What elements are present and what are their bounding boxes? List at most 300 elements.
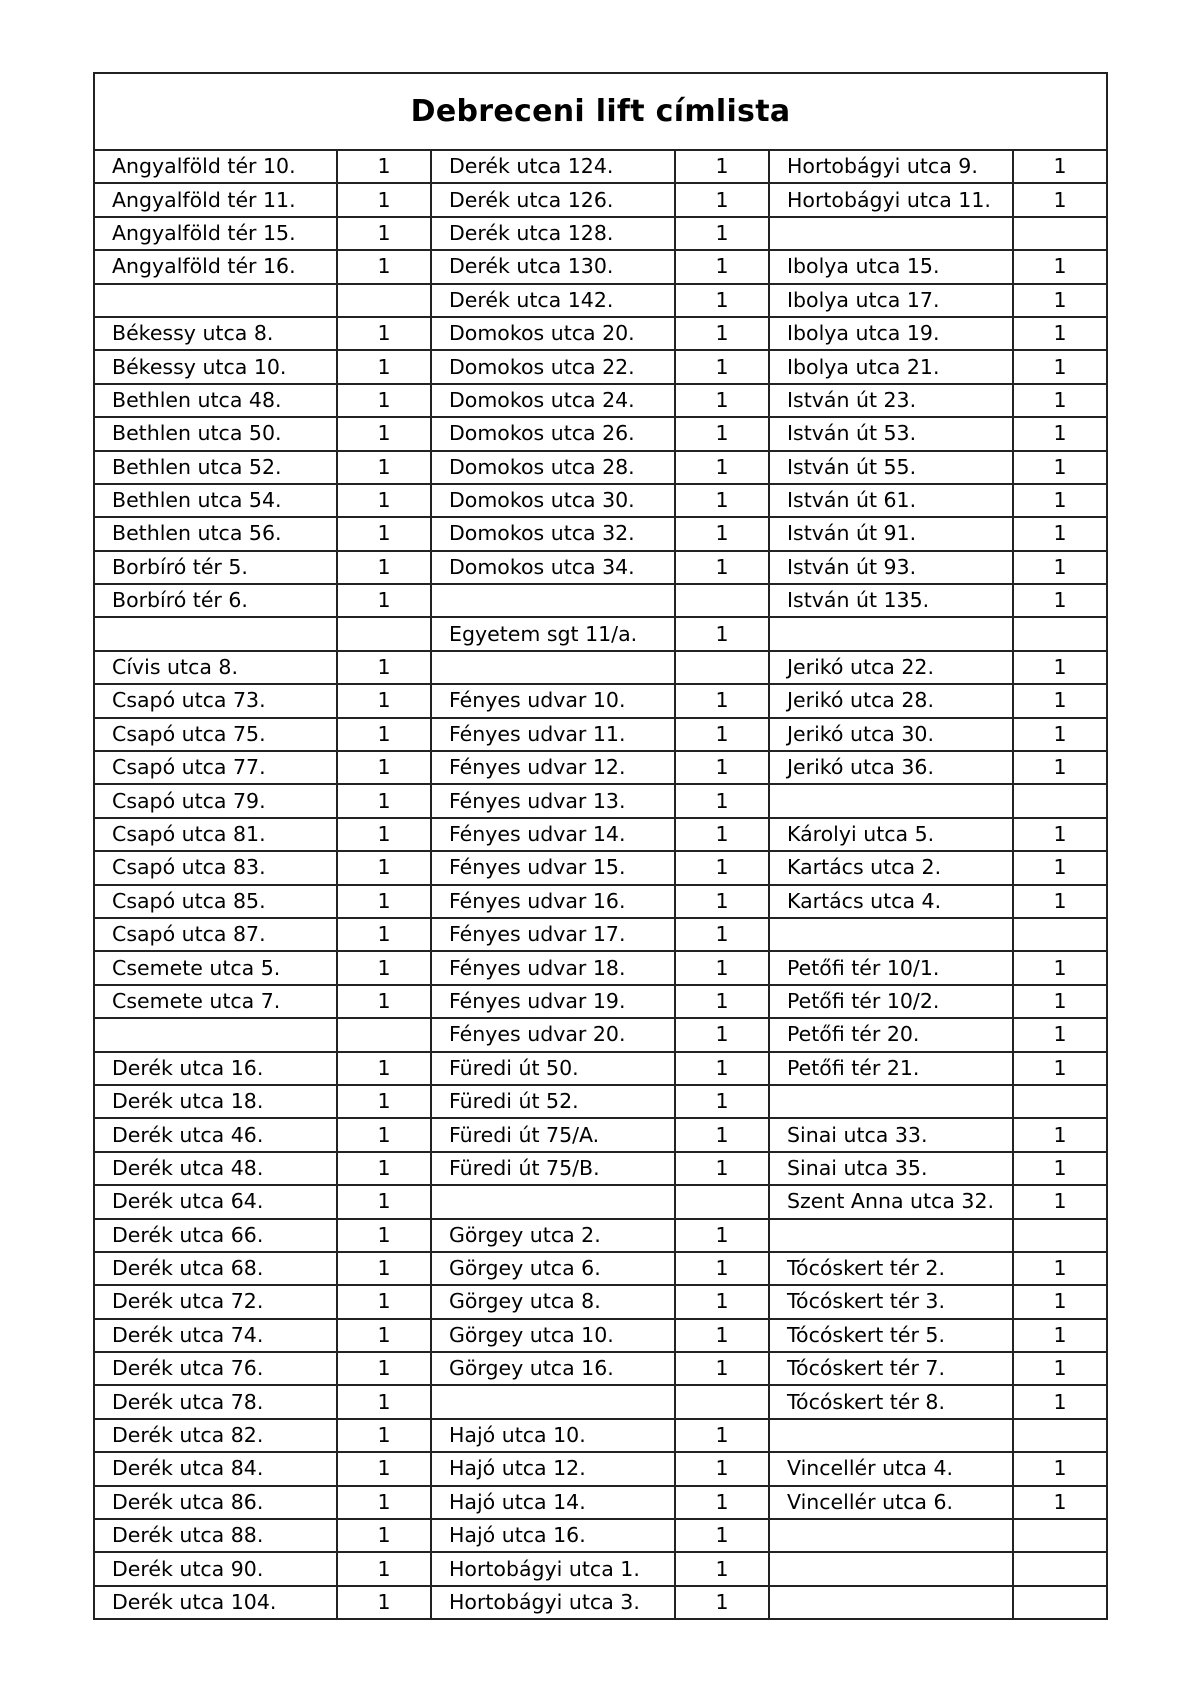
table-row	[94, 183, 1107, 216]
address-cell: Derék utca 142.	[431, 284, 675, 317]
lift-count-cell	[1013, 617, 1107, 650]
lift-count-cell: 1	[675, 317, 769, 350]
lift-count-cell	[1013, 1552, 1107, 1585]
table-row	[94, 1018, 1107, 1051]
address-cell: Sinai utca 33.	[769, 1118, 1013, 1151]
table-row	[94, 951, 1107, 984]
table-row	[94, 417, 1107, 450]
lift-count-cell	[337, 617, 431, 650]
lift-count-cell	[675, 651, 769, 684]
address-cell: Borbíró tér 5.	[94, 551, 337, 584]
address-cell: Bethlen utca 50.	[94, 417, 337, 450]
lift-count-cell: 1	[675, 551, 769, 584]
lift-count-cell: 1	[1013, 1319, 1107, 1352]
lift-count-cell: 1	[337, 317, 431, 350]
lift-count-cell: 1	[675, 885, 769, 918]
address-cell: István út 135.	[769, 584, 1013, 617]
lift-count-cell: 1	[675, 183, 769, 216]
lift-count-cell: 1	[675, 1052, 769, 1085]
lift-count-cell: 1	[1013, 1385, 1107, 1418]
table-row	[94, 484, 1107, 517]
lift-count-cell: 1	[675, 1586, 769, 1619]
lift-count-cell: 1	[337, 1219, 431, 1252]
address-cell	[769, 1519, 1013, 1552]
lift-count-cell: 1	[1013, 551, 1107, 584]
address-cell: Fényes udvar 10.	[431, 684, 675, 717]
address-cell: Ibolya utca 15.	[769, 250, 1013, 283]
lift-count-cell: 1	[1013, 1452, 1107, 1485]
address-cell: Görgey utca 8.	[431, 1285, 675, 1318]
address-cell: Derék utca 68.	[94, 1252, 337, 1285]
address-cell: Derék utca 16.	[94, 1052, 337, 1085]
lift-count-cell	[337, 1018, 431, 1051]
table-row	[94, 1285, 1107, 1318]
address-cell: Fényes udvar 19.	[431, 985, 675, 1018]
address-cell: Csapó utca 81.	[94, 818, 337, 851]
lift-count-cell: 1	[337, 1352, 431, 1385]
address-cell: Jerikó utca 28.	[769, 684, 1013, 717]
address-cell: Füredi út 50.	[431, 1052, 675, 1085]
address-cell: Tócóskert tér 2.	[769, 1252, 1013, 1285]
address-cell: Jerikó utca 22.	[769, 651, 1013, 684]
address-cell: Békessy utca 8.	[94, 317, 337, 350]
address-cell: Tócóskert tér 8.	[769, 1385, 1013, 1418]
lift-count-cell: 1	[1013, 250, 1107, 283]
address-cell: István út 61.	[769, 484, 1013, 517]
address-cell: István út 55.	[769, 451, 1013, 484]
lift-count-cell: 1	[337, 183, 431, 216]
address-cell: István út 93.	[769, 551, 1013, 584]
lift-count-cell: 1	[1013, 417, 1107, 450]
address-cell: Hortobágyi utca 1.	[431, 1552, 675, 1585]
lift-count-cell: 1	[1013, 484, 1107, 517]
table-row	[94, 551, 1107, 584]
address-cell: Domokos utca 24.	[431, 384, 675, 417]
address-cell: Tócóskert tér 7.	[769, 1352, 1013, 1385]
lift-count-cell: 1	[675, 1152, 769, 1185]
lift-count-cell: 1	[1013, 651, 1107, 684]
table-row	[94, 1419, 1107, 1452]
table-row	[94, 150, 1107, 183]
lift-count-cell	[1013, 1085, 1107, 1118]
lift-address-table	[93, 72, 1108, 1620]
address-cell	[94, 284, 337, 317]
lift-count-cell: 1	[1013, 1486, 1107, 1519]
address-cell	[431, 1385, 675, 1418]
table-row	[94, 985, 1107, 1018]
lift-count-cell: 1	[1013, 985, 1107, 1018]
table-row	[94, 517, 1107, 550]
address-cell: Füredi út 52.	[431, 1085, 675, 1118]
address-cell: Kartács utca 4.	[769, 885, 1013, 918]
address-cell: Domokos utca 20.	[431, 317, 675, 350]
lift-count-cell: 1	[337, 217, 431, 250]
lift-count-cell: 1	[675, 985, 769, 1018]
address-cell: Derék utca 82.	[94, 1419, 337, 1452]
lift-count-cell: 1	[675, 1519, 769, 1552]
address-cell: Ibolya utca 17.	[769, 284, 1013, 317]
address-cell: Fényes udvar 17.	[431, 918, 675, 951]
address-cell	[769, 918, 1013, 951]
table-row	[94, 451, 1107, 484]
lift-count-cell: 1	[675, 1452, 769, 1485]
lift-count-cell	[1013, 1419, 1107, 1452]
lift-count-cell: 1	[337, 651, 431, 684]
lift-count-cell: 1	[675, 517, 769, 550]
table-row	[94, 1319, 1107, 1352]
lift-count-cell: 1	[675, 451, 769, 484]
table-row	[94, 718, 1107, 751]
address-cell: Szent Anna utca 32.	[769, 1185, 1013, 1218]
address-cell: Derék utca 90.	[94, 1552, 337, 1585]
address-cell: Derék utca 74.	[94, 1319, 337, 1352]
lift-count-cell: 1	[337, 1452, 431, 1485]
lift-count-cell: 1	[1013, 1018, 1107, 1051]
lift-count-cell: 1	[675, 1552, 769, 1585]
table-row	[94, 1152, 1107, 1185]
address-cell: Hajó utca 16.	[431, 1519, 675, 1552]
lift-count-cell: 1	[1013, 684, 1107, 717]
lift-count-cell: 1	[675, 851, 769, 884]
address-cell: István út 23.	[769, 384, 1013, 417]
lift-count-cell: 1	[1013, 851, 1107, 884]
address-cell: Csapó utca 79.	[94, 784, 337, 817]
lift-count-cell: 1	[337, 885, 431, 918]
lift-count-cell: 1	[1013, 1252, 1107, 1285]
address-cell: Derék utca 64.	[94, 1185, 337, 1218]
lift-count-cell: 1	[675, 1486, 769, 1519]
lift-count-cell: 1	[337, 1052, 431, 1085]
address-cell: Hajó utca 14.	[431, 1486, 675, 1519]
address-cell: Derék utca 72.	[94, 1285, 337, 1318]
lift-count-cell: 1	[1013, 317, 1107, 350]
lift-count-cell: 1	[337, 818, 431, 851]
table-row	[94, 651, 1107, 684]
address-cell: Angyalföld tér 16.	[94, 250, 337, 283]
lift-count-cell: 1	[337, 1385, 431, 1418]
address-cell: Vincellér utca 4.	[769, 1452, 1013, 1485]
address-cell: Fényes udvar 18.	[431, 951, 675, 984]
lift-count-cell: 1	[675, 484, 769, 517]
address-cell: Csapó utca 75.	[94, 718, 337, 751]
lift-count-cell: 1	[337, 551, 431, 584]
address-cell: Fényes udvar 13.	[431, 784, 675, 817]
address-cell: Angyalföld tér 11.	[94, 183, 337, 216]
lift-count-cell	[675, 1185, 769, 1218]
address-cell: Derék utca 76.	[94, 1352, 337, 1385]
table-row	[94, 1519, 1107, 1552]
table-row	[94, 684, 1107, 717]
address-cell: Derék utca 128.	[431, 217, 675, 250]
address-cell	[769, 217, 1013, 250]
lift-count-cell: 1	[1013, 517, 1107, 550]
lift-count-cell: 1	[675, 1419, 769, 1452]
lift-count-cell: 1	[337, 684, 431, 717]
lift-count-cell: 1	[675, 350, 769, 383]
address-cell: Görgey utca 16.	[431, 1352, 675, 1385]
address-cell: Petőfi tér 21.	[769, 1052, 1013, 1085]
address-cell: Derék utca 48.	[94, 1152, 337, 1185]
address-cell: Derék utca 18.	[94, 1085, 337, 1118]
table-row	[94, 284, 1107, 317]
address-cell: Derék utca 66.	[94, 1219, 337, 1252]
lift-count-cell: 1	[675, 918, 769, 951]
lift-count-cell: 1	[675, 384, 769, 417]
address-cell	[431, 584, 675, 617]
table-row	[94, 1185, 1107, 1218]
address-cell	[94, 617, 337, 650]
address-cell: Derék utca 78.	[94, 1385, 337, 1418]
table-row	[94, 1586, 1107, 1619]
lift-count-cell: 1	[675, 818, 769, 851]
lift-count-cell: 1	[337, 1185, 431, 1218]
lift-count-cell: 1	[1013, 350, 1107, 383]
address-cell: Kartács utca 2.	[769, 851, 1013, 884]
lift-count-cell: 1	[337, 150, 431, 183]
lift-count-cell	[1013, 1586, 1107, 1619]
lift-count-cell: 1	[1013, 284, 1107, 317]
lift-count-cell: 1	[675, 150, 769, 183]
table-row	[94, 1385, 1107, 1418]
table-row	[94, 1352, 1107, 1385]
table-row	[94, 584, 1107, 617]
lift-count-cell: 1	[1013, 1118, 1107, 1151]
table-row	[94, 1085, 1107, 1118]
lift-count-cell: 1	[1013, 751, 1107, 784]
address-cell: Fényes udvar 15.	[431, 851, 675, 884]
lift-count-cell	[1013, 1219, 1107, 1252]
lift-count-cell: 1	[337, 417, 431, 450]
lift-count-cell	[337, 284, 431, 317]
table-row	[94, 384, 1107, 417]
lift-count-cell: 1	[1013, 885, 1107, 918]
lift-count-cell: 1	[337, 451, 431, 484]
lift-count-cell: 1	[675, 784, 769, 817]
lift-count-cell: 1	[675, 417, 769, 450]
address-cell: Görgey utca 10.	[431, 1319, 675, 1352]
address-cell: Domokos utca 32.	[431, 517, 675, 550]
lift-count-cell: 1	[675, 250, 769, 283]
lift-count-cell: 1	[1013, 951, 1107, 984]
lift-count-cell	[1013, 1519, 1107, 1552]
title-row	[94, 73, 1107, 150]
address-cell: Derék utca 84.	[94, 1452, 337, 1485]
address-cell: Domokos utca 26.	[431, 417, 675, 450]
address-cell: Derék utca 88.	[94, 1519, 337, 1552]
address-cell: István út 53.	[769, 417, 1013, 450]
lift-count-cell: 1	[675, 1118, 769, 1151]
address-cell: Derék utca 46.	[94, 1118, 337, 1151]
address-cell: Hortobágyi utca 3.	[431, 1586, 675, 1619]
address-cell	[431, 1185, 675, 1218]
address-cell: Bethlen utca 54.	[94, 484, 337, 517]
address-cell: Bethlen utca 56.	[94, 517, 337, 550]
lift-count-cell: 1	[675, 1285, 769, 1318]
lift-count-cell: 1	[337, 484, 431, 517]
table-row	[94, 1486, 1107, 1519]
lift-count-cell: 1	[675, 1352, 769, 1385]
address-cell: Domokos utca 30.	[431, 484, 675, 517]
lift-count-cell: 1	[337, 517, 431, 550]
address-cell: Petőfi tér 10/1.	[769, 951, 1013, 984]
address-cell	[769, 1085, 1013, 1118]
address-cell: Derék utca 126.	[431, 183, 675, 216]
lift-count-cell: 1	[1013, 1052, 1107, 1085]
lift-count-cell: 1	[337, 1552, 431, 1585]
table-row	[94, 317, 1107, 350]
table-row	[94, 784, 1107, 817]
address-cell: Csemete utca 7.	[94, 985, 337, 1018]
lift-count-cell: 1	[337, 985, 431, 1018]
address-cell: Petőfi tér 10/2.	[769, 985, 1013, 1018]
address-cell	[769, 617, 1013, 650]
address-cell: Jerikó utca 30.	[769, 718, 1013, 751]
table-row	[94, 1252, 1107, 1285]
table-row	[94, 851, 1107, 884]
address-cell: Csapó utca 83.	[94, 851, 337, 884]
lift-count-cell: 1	[1013, 183, 1107, 216]
address-cell: Füredi út 75/B.	[431, 1152, 675, 1185]
address-cell: Csapó utca 85.	[94, 885, 337, 918]
address-cell: Csapó utca 73.	[94, 684, 337, 717]
address-cell: Károlyi utca 5.	[769, 818, 1013, 851]
address-cell: Bethlen utca 48.	[94, 384, 337, 417]
address-cell: Vincellér utca 6.	[769, 1486, 1013, 1519]
lift-count-cell: 1	[675, 1319, 769, 1352]
table-row	[94, 250, 1107, 283]
lift-count-cell: 1	[337, 1118, 431, 1151]
address-cell: Domokos utca 22.	[431, 350, 675, 383]
address-cell: Cívis utca 8.	[94, 651, 337, 684]
address-cell: Csemete utca 5.	[94, 951, 337, 984]
lift-count-cell	[1013, 784, 1107, 817]
lift-count-cell: 1	[337, 1285, 431, 1318]
address-cell: Tócóskert tér 5.	[769, 1319, 1013, 1352]
lift-count-cell: 1	[337, 350, 431, 383]
table-row	[94, 818, 1107, 851]
address-cell: Békessy utca 10.	[94, 350, 337, 383]
address-cell: Fényes udvar 11.	[431, 718, 675, 751]
table-row	[94, 1118, 1107, 1151]
lift-count-cell: 1	[337, 851, 431, 884]
address-cell: Angyalföld tér 15.	[94, 217, 337, 250]
address-cell: Egyetem sgt 11/a.	[431, 617, 675, 650]
address-sheet	[93, 72, 1106, 1620]
lift-count-cell: 1	[337, 1152, 431, 1185]
table-row	[94, 1219, 1107, 1252]
lift-count-cell: 1	[337, 784, 431, 817]
address-cell	[769, 1552, 1013, 1585]
address-cell: Csapó utca 87.	[94, 918, 337, 951]
address-cell: Fényes udvar 14.	[431, 818, 675, 851]
lift-count-cell: 1	[337, 1319, 431, 1352]
lift-count-cell: 1	[675, 284, 769, 317]
lift-count-cell: 1	[675, 951, 769, 984]
lift-count-cell: 1	[1013, 451, 1107, 484]
address-cell	[94, 1018, 337, 1051]
table-row	[94, 1452, 1107, 1485]
lift-count-cell: 1	[675, 1085, 769, 1118]
address-cell: Füredi út 75/A.	[431, 1118, 675, 1151]
lift-count-cell: 1	[337, 1586, 431, 1619]
lift-count-cell: 1	[337, 751, 431, 784]
address-cell: Sinai utca 35.	[769, 1152, 1013, 1185]
address-cell: Görgey utca 2.	[431, 1219, 675, 1252]
table-row	[94, 617, 1107, 650]
address-cell	[769, 1219, 1013, 1252]
lift-count-cell	[1013, 217, 1107, 250]
lift-count-cell	[675, 584, 769, 617]
address-cell: Fényes udvar 12.	[431, 751, 675, 784]
address-cell: Derék utca 86.	[94, 1486, 337, 1519]
table-row	[94, 217, 1107, 250]
lift-count-cell: 1	[337, 1252, 431, 1285]
lift-count-cell: 1	[337, 1519, 431, 1552]
table-row	[94, 1052, 1107, 1085]
address-cell: Tócóskert tér 3.	[769, 1285, 1013, 1318]
address-cell: István út 91.	[769, 517, 1013, 550]
table-row	[94, 751, 1107, 784]
address-cell: Derék utca 130.	[431, 250, 675, 283]
address-cell	[769, 1586, 1013, 1619]
table-row	[94, 918, 1107, 951]
address-cell: Fényes udvar 16.	[431, 885, 675, 918]
lift-count-cell	[675, 1385, 769, 1418]
lift-count-cell: 1	[1013, 384, 1107, 417]
lift-count-cell: 1	[1013, 718, 1107, 751]
address-cell	[431, 651, 675, 684]
lift-count-cell: 1	[1013, 1352, 1107, 1385]
lift-count-cell: 1	[675, 1219, 769, 1252]
address-cell	[769, 1419, 1013, 1452]
lift-count-cell: 1	[1013, 1152, 1107, 1185]
address-cell: Hortobágyi utca 11.	[769, 183, 1013, 216]
lift-count-cell: 1	[337, 718, 431, 751]
lift-count-cell: 1	[337, 1085, 431, 1118]
address-cell: Ibolya utca 19.	[769, 317, 1013, 350]
lift-count-cell	[1013, 918, 1107, 951]
address-cell: Derék utca 104.	[94, 1586, 337, 1619]
lift-count-cell: 1	[1013, 1185, 1107, 1218]
lift-count-cell: 1	[337, 1486, 431, 1519]
address-cell: Görgey utca 6.	[431, 1252, 675, 1285]
address-cell: Bethlen utca 52.	[94, 451, 337, 484]
lift-count-cell: 1	[337, 250, 431, 283]
lift-count-cell: 1	[675, 751, 769, 784]
lift-count-cell: 1	[337, 384, 431, 417]
table-row	[94, 1552, 1107, 1585]
lift-count-cell: 1	[675, 617, 769, 650]
lift-count-cell: 1	[1013, 1285, 1107, 1318]
table-row	[94, 885, 1107, 918]
address-cell: Hortobágyi utca 9.	[769, 150, 1013, 183]
lift-count-cell: 1	[337, 918, 431, 951]
lift-count-cell: 1	[675, 217, 769, 250]
address-cell: Hajó utca 12.	[431, 1452, 675, 1485]
lift-count-cell: 1	[1013, 818, 1107, 851]
address-cell: Csapó utca 77.	[94, 751, 337, 784]
address-rows	[94, 150, 1107, 1619]
address-cell: Domokos utca 34.	[431, 551, 675, 584]
table-row	[94, 350, 1107, 383]
lift-count-cell: 1	[337, 1419, 431, 1452]
address-cell: Derék utca 124.	[431, 150, 675, 183]
address-cell: Jerikó utca 36.	[769, 751, 1013, 784]
address-cell	[769, 784, 1013, 817]
address-cell: Petőfi tér 20.	[769, 1018, 1013, 1051]
address-cell: Hajó utca 10.	[431, 1419, 675, 1452]
lift-count-cell: 1	[337, 951, 431, 984]
